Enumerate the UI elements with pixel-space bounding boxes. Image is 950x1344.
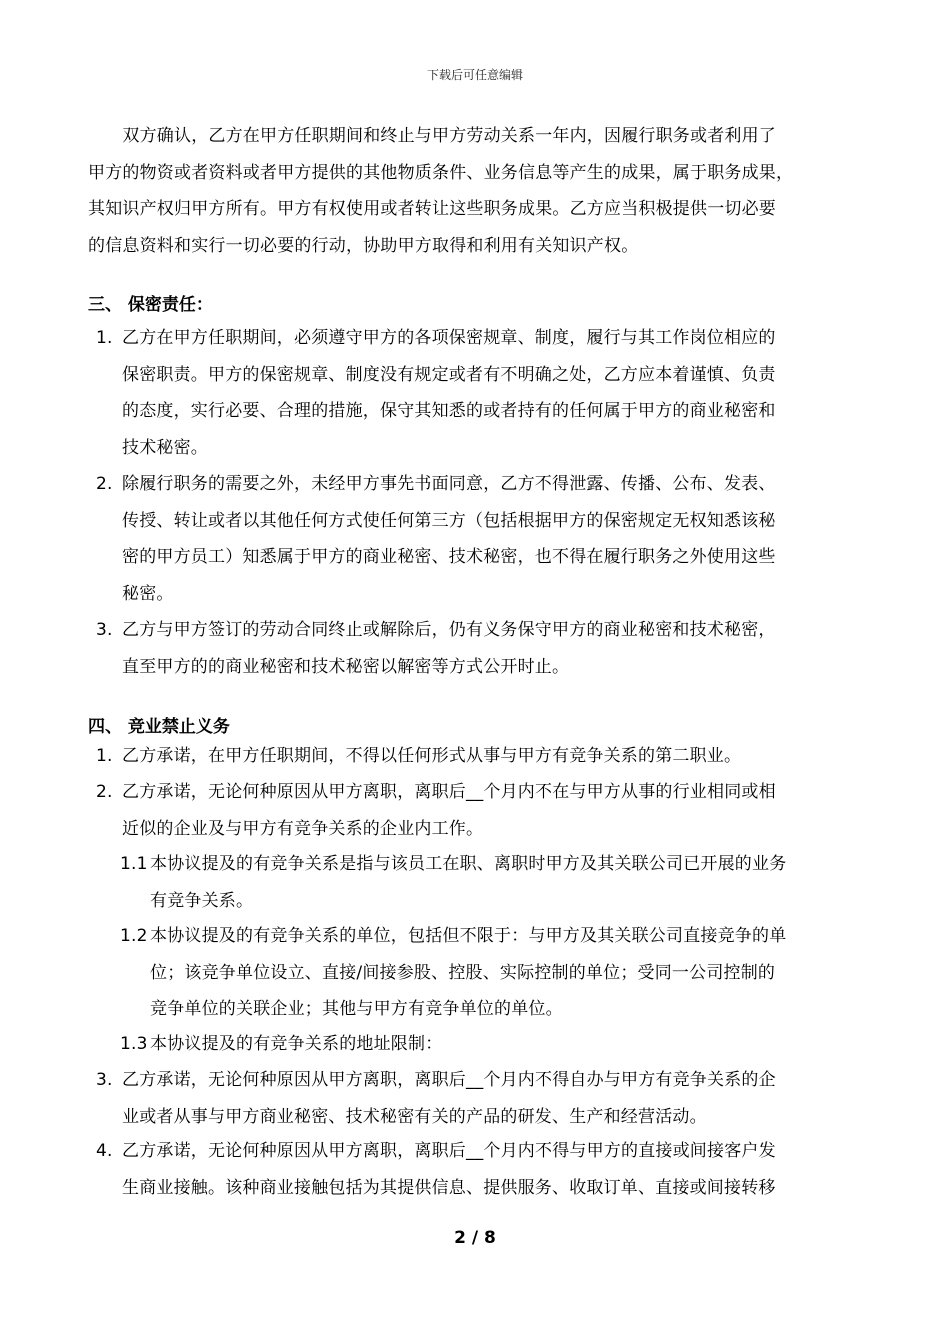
text-line: 生商业接触。该种商业接触包括为其提供信息、提供服务、收取订单、直接或间接转移 xyxy=(122,1177,776,1198)
text-line: 位；该竞争单位设立、直接/间接参股、控股、实际控制的单位；受同一公司控制的 xyxy=(150,962,776,983)
item-number: 4. xyxy=(96,1141,113,1161)
text-line: 甲方的物资或者资料或者甲方提供的其他物质条件、业务信息等产生的成果，属于职务成果， xyxy=(88,162,794,183)
item-number: 1.3 xyxy=(120,1034,148,1054)
list-item xyxy=(96,738,742,775)
text-line: 竞争单位的关联企业；其他与甲方有竞争单位的单位。 xyxy=(150,999,563,1019)
text-line: 的信息资料和实行一切必要的行动，协助甲方取得和利用有关知识产权。 xyxy=(88,235,639,256)
text-line: 密的甲方员工）知悉属于甲方的商业秘密、技术秘密，也不得在履行职务之外使用这些 xyxy=(122,547,776,567)
text-line: 秘密。 xyxy=(122,583,174,604)
item-number: 1. xyxy=(96,328,113,348)
text-line: 乙方承诺，在甲方任职期间，不得以任何形式从事与甲方有竞争关系的第二职业。 xyxy=(122,746,742,766)
sub-list-item xyxy=(120,846,787,919)
sub-list-item xyxy=(120,918,787,1028)
text-line: 本协议提及的有竞争关系是指与该员工在职、离职时甲方及其关联公司已开展的业务 xyxy=(150,854,787,874)
list-item xyxy=(96,466,776,612)
text-line: 乙方承诺，无论何种原因从甲方离职，离职后__个月内不得与甲方的直接或间接客户发 xyxy=(122,1141,776,1161)
text-line: 传授、转让或者以其他任何方式使任何第三方（包括根据甲方的保密规定无权知悉该秘 xyxy=(122,510,776,531)
list-item xyxy=(96,612,776,685)
list-item xyxy=(96,320,776,466)
item-number: 2. xyxy=(96,474,113,494)
text-line: 其知识产权归甲方所有。甲方有权使用或者转让这些职务成果。乙方应当积极提供一切必要 xyxy=(88,199,776,219)
list-item xyxy=(96,1133,776,1206)
section-heading-non-compete: 四、 竞业禁止义务 xyxy=(88,717,230,737)
item-number: 3. xyxy=(96,620,113,640)
text-line: 技术秘密。 xyxy=(122,437,208,458)
text-line: 乙方在甲方任职期间，必须遵守甲方的各项保密规章、制度，履行与其工作岗位相应的 xyxy=(122,328,776,348)
list-item xyxy=(96,1062,776,1135)
item-number: 1.1 xyxy=(120,854,148,874)
page-header: 下载后可任意编辑 xyxy=(426,68,523,82)
text-line: 业或者从事与甲方商业秘密、技术秘密有关的产品的研发、生产和经营活动。 xyxy=(122,1106,707,1127)
text-line: 的态度，实行必要、合理的措施，保守其知悉的或者持有的任何属于甲方的商业秘密和 xyxy=(122,401,776,421)
text-line: 直至甲方的的商业秘密和技术秘密以解密等方式公开时止。 xyxy=(122,656,570,677)
text-line: 有竞争关系。 xyxy=(150,890,254,911)
item-number: 1.2 xyxy=(120,926,148,946)
text-line: 除履行职务的需要之外，未经甲方事先书面同意，乙方不得泄露、传播、公布、发表、 xyxy=(122,474,776,494)
text-line: 本协议提及的有竞争关系的地址限制： xyxy=(150,1034,443,1054)
page-number: 2 / 8 xyxy=(454,1228,496,1248)
sub-list-item xyxy=(120,1026,443,1063)
item-number: 3. xyxy=(96,1070,113,1090)
section-heading-confidentiality: 三、 保密责任： xyxy=(88,295,213,315)
text-line: 本协议提及的有竞争关系的单位，包括但不限于：与甲方及其关联公司直接竞争的单 xyxy=(150,926,787,946)
text-line: 乙方承诺，无论何种原因从甲方离职，离职后__个月内不在与甲方从事的行业相同或相 xyxy=(122,782,776,802)
text-line: 近似的企业及与甲方有竞争关系的企业内工作。 xyxy=(122,818,484,839)
list-item xyxy=(96,774,776,847)
item-number: 2. xyxy=(96,782,113,802)
text-line: 保密职责。甲方的保密规章、制度没有规定或者有不明确之处，乙方应本着谨慎、负责 xyxy=(122,364,776,385)
intro-paragraph xyxy=(88,118,870,264)
text-line: 乙方承诺，无论何种原因从甲方离职，离职后__个月内不得自办与甲方有竞争关系的企 xyxy=(122,1070,776,1090)
item-number: 1. xyxy=(96,746,113,766)
text-line: 双方确认，乙方在甲方任职期间和终止与甲方劳动关系一年内，因履行职务或者利用了 xyxy=(88,126,776,146)
text-line: 乙方与甲方签订的劳动合同终止或解除后，仍有义务保守甲方的商业秘密和技术秘密， xyxy=(122,620,776,640)
